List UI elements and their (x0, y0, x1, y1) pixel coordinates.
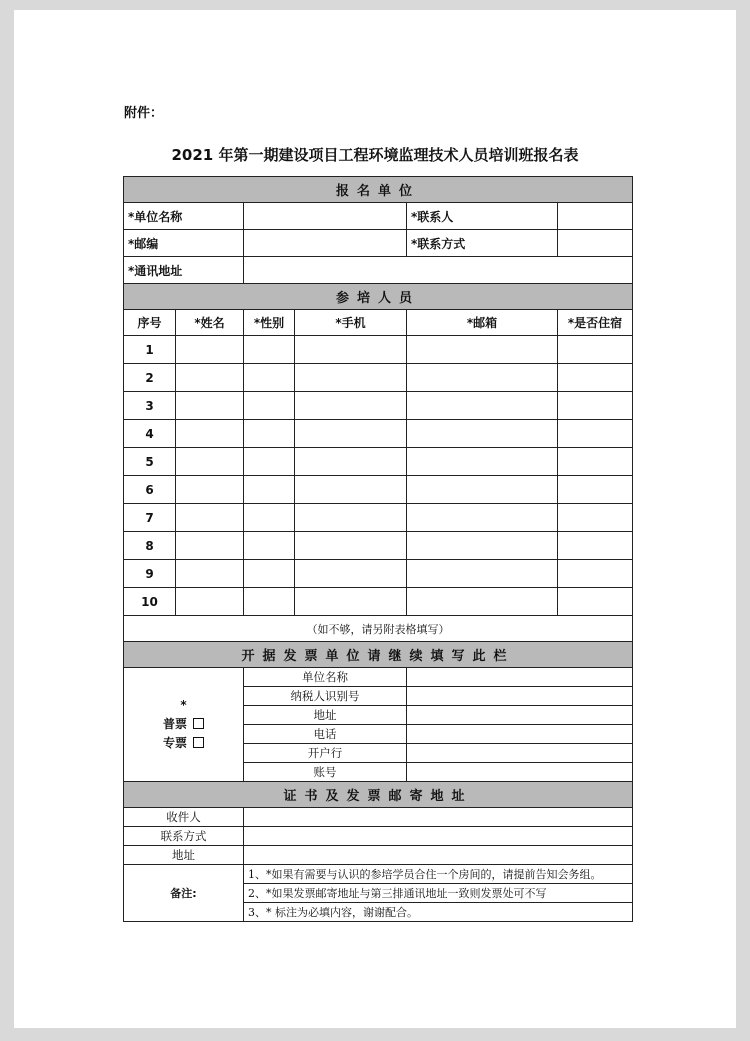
unit-name-label: *单位名称 (124, 203, 244, 230)
contact-person-label: *联系人 (407, 203, 558, 230)
col-header-index: 序号 (124, 310, 176, 336)
table-row (124, 588, 633, 616)
gender-cell[interactable] (244, 532, 295, 560)
address-field[interactable] (244, 257, 633, 284)
mail-address-field[interactable] (244, 846, 633, 865)
required-asterisk: * (180, 698, 187, 712)
name-cell[interactable] (176, 336, 244, 364)
col-header-name: *姓名 (176, 310, 244, 336)
table-row (124, 476, 633, 504)
mobile-cell[interactable] (295, 476, 407, 504)
ordinary-invoice-checkbox[interactable] (193, 718, 204, 729)
lodging-cell[interactable] (558, 504, 633, 532)
ordinary-invoice-option[interactable] (128, 715, 239, 734)
taxpayer-id-label: 纳税人识别号 (244, 687, 407, 706)
mobile-cell[interactable] (295, 532, 407, 560)
special-invoice-checkbox[interactable] (193, 737, 204, 748)
contact-method-field[interactable] (558, 230, 633, 257)
bank-label: 开户行 (244, 744, 407, 763)
section-invoice-header: 开据发票单位请继续填写此栏 (124, 642, 633, 668)
invoice-unit-name-field[interactable] (407, 668, 633, 687)
special-invoice-label: 专票 (162, 736, 187, 750)
email-cell[interactable] (407, 336, 558, 364)
email-cell[interactable] (407, 560, 558, 588)
recipient-field[interactable] (244, 808, 633, 827)
table-row (124, 420, 633, 448)
email-cell[interactable] (407, 588, 558, 616)
table-row (124, 336, 633, 364)
lodging-cell[interactable] (558, 420, 633, 448)
lodging-cell[interactable] (558, 476, 633, 504)
account-label: 账号 (244, 763, 407, 782)
mail-address-label: 地址 (124, 846, 244, 865)
name-cell[interactable] (176, 560, 244, 588)
name-cell[interactable] (176, 420, 244, 448)
special-invoice-option[interactable] (128, 734, 239, 753)
name-cell[interactable] (176, 364, 244, 392)
section-trainees-header: 参培人员 (124, 284, 633, 310)
document-page (14, 10, 736, 1028)
mobile-cell[interactable] (295, 560, 407, 588)
table-row (124, 364, 633, 392)
trainee-note: （如不够，请另附表格填写） (124, 616, 633, 642)
name-cell[interactable] (176, 392, 244, 420)
row-number: 2 (124, 364, 176, 392)
remarks-label: 备注: (124, 865, 244, 922)
gender-cell[interactable] (244, 336, 295, 364)
registration-form (123, 176, 633, 922)
gender-cell[interactable] (244, 364, 295, 392)
gender-cell[interactable] (244, 504, 295, 532)
email-cell[interactable] (407, 448, 558, 476)
table-row (124, 392, 633, 420)
row-number: 1 (124, 336, 176, 364)
name-cell[interactable] (176, 532, 244, 560)
invoice-address-field[interactable] (407, 706, 633, 725)
email-cell[interactable] (407, 364, 558, 392)
mobile-cell[interactable] (295, 392, 407, 420)
col-header-mobile: *手机 (295, 310, 407, 336)
row-number: 9 (124, 560, 176, 588)
name-cell[interactable] (176, 476, 244, 504)
row-number: 6 (124, 476, 176, 504)
lodging-cell[interactable] (558, 392, 633, 420)
row-number: 7 (124, 504, 176, 532)
lodging-cell[interactable] (558, 448, 633, 476)
invoice-phone-field[interactable] (407, 725, 633, 744)
gender-cell[interactable] (244, 392, 295, 420)
mobile-cell[interactable] (295, 420, 407, 448)
mobile-cell[interactable] (295, 588, 407, 616)
mobile-cell[interactable] (295, 504, 407, 532)
remark-item: 1、*如果有需要与认识的参培学员合住一个房间的，请提前告知会务组。 (244, 865, 633, 884)
table-row (124, 504, 633, 532)
gender-cell[interactable] (244, 560, 295, 588)
row-number: 10 (124, 588, 176, 616)
contact-person-field[interactable] (558, 203, 633, 230)
table-row (124, 532, 633, 560)
page-title: 2021 年第一期建设项目工程环境监理技术人员培训班报名表 (171, 146, 579, 164)
email-cell[interactable] (407, 476, 558, 504)
row-number: 5 (124, 448, 176, 476)
row-number: 4 (124, 420, 176, 448)
lodging-cell[interactable] (558, 364, 633, 392)
contact-method-label: *联系方式 (407, 230, 558, 257)
gender-cell[interactable] (244, 588, 295, 616)
gender-cell[interactable] (244, 448, 295, 476)
lodging-cell[interactable] (558, 560, 633, 588)
mail-contact-label: 联系方式 (124, 827, 244, 846)
email-cell[interactable] (407, 420, 558, 448)
mobile-cell[interactable] (295, 336, 407, 364)
gender-cell[interactable] (244, 476, 295, 504)
bank-field[interactable] (407, 744, 633, 763)
name-cell[interactable] (176, 588, 244, 616)
col-header-lodging: *是否住宿 (558, 310, 633, 336)
lodging-cell[interactable] (558, 588, 633, 616)
email-cell[interactable] (407, 532, 558, 560)
postcode-label: *邮编 (124, 230, 244, 257)
taxpayer-id-field[interactable] (407, 687, 633, 706)
gender-cell[interactable] (244, 420, 295, 448)
remark-item: 3、* 标注为必填内容，谢谢配合。 (244, 903, 633, 922)
recipient-label: 收件人 (124, 808, 244, 827)
account-field[interactable] (407, 763, 633, 782)
row-number: 8 (124, 532, 176, 560)
section-mailing-header: 证书及发票邮寄地址 (124, 782, 633, 808)
row-number: 3 (124, 392, 176, 420)
ordinary-invoice-label: 普票 (162, 717, 187, 731)
lodging-cell[interactable] (558, 532, 633, 560)
attachment-label: 附件： (124, 106, 164, 121)
unit-name-field[interactable] (244, 203, 407, 230)
invoice-type-cell (124, 668, 244, 782)
invoice-address-label: 地址 (244, 706, 407, 725)
mail-contact-field[interactable] (244, 827, 633, 846)
name-cell[interactable] (176, 504, 244, 532)
name-cell[interactable] (176, 448, 244, 476)
table-row (124, 448, 633, 476)
col-header-gender: *性别 (244, 310, 295, 336)
section-unit-header: 报名单位 (124, 177, 633, 203)
email-cell[interactable] (407, 392, 558, 420)
invoice-unit-name-label: 单位名称 (244, 668, 407, 687)
remark-item: 2、*如果发票邮寄地址与第三排通讯地址一致则发票处可不写 (244, 884, 633, 903)
email-cell[interactable] (407, 504, 558, 532)
mobile-cell[interactable] (295, 364, 407, 392)
mobile-cell[interactable] (295, 448, 407, 476)
col-header-email: *邮箱 (407, 310, 558, 336)
postcode-field[interactable] (244, 230, 407, 257)
lodging-cell[interactable] (558, 336, 633, 364)
table-row (124, 560, 633, 588)
invoice-phone-label: 电话 (244, 725, 407, 744)
address-label: *通讯地址 (124, 257, 244, 284)
